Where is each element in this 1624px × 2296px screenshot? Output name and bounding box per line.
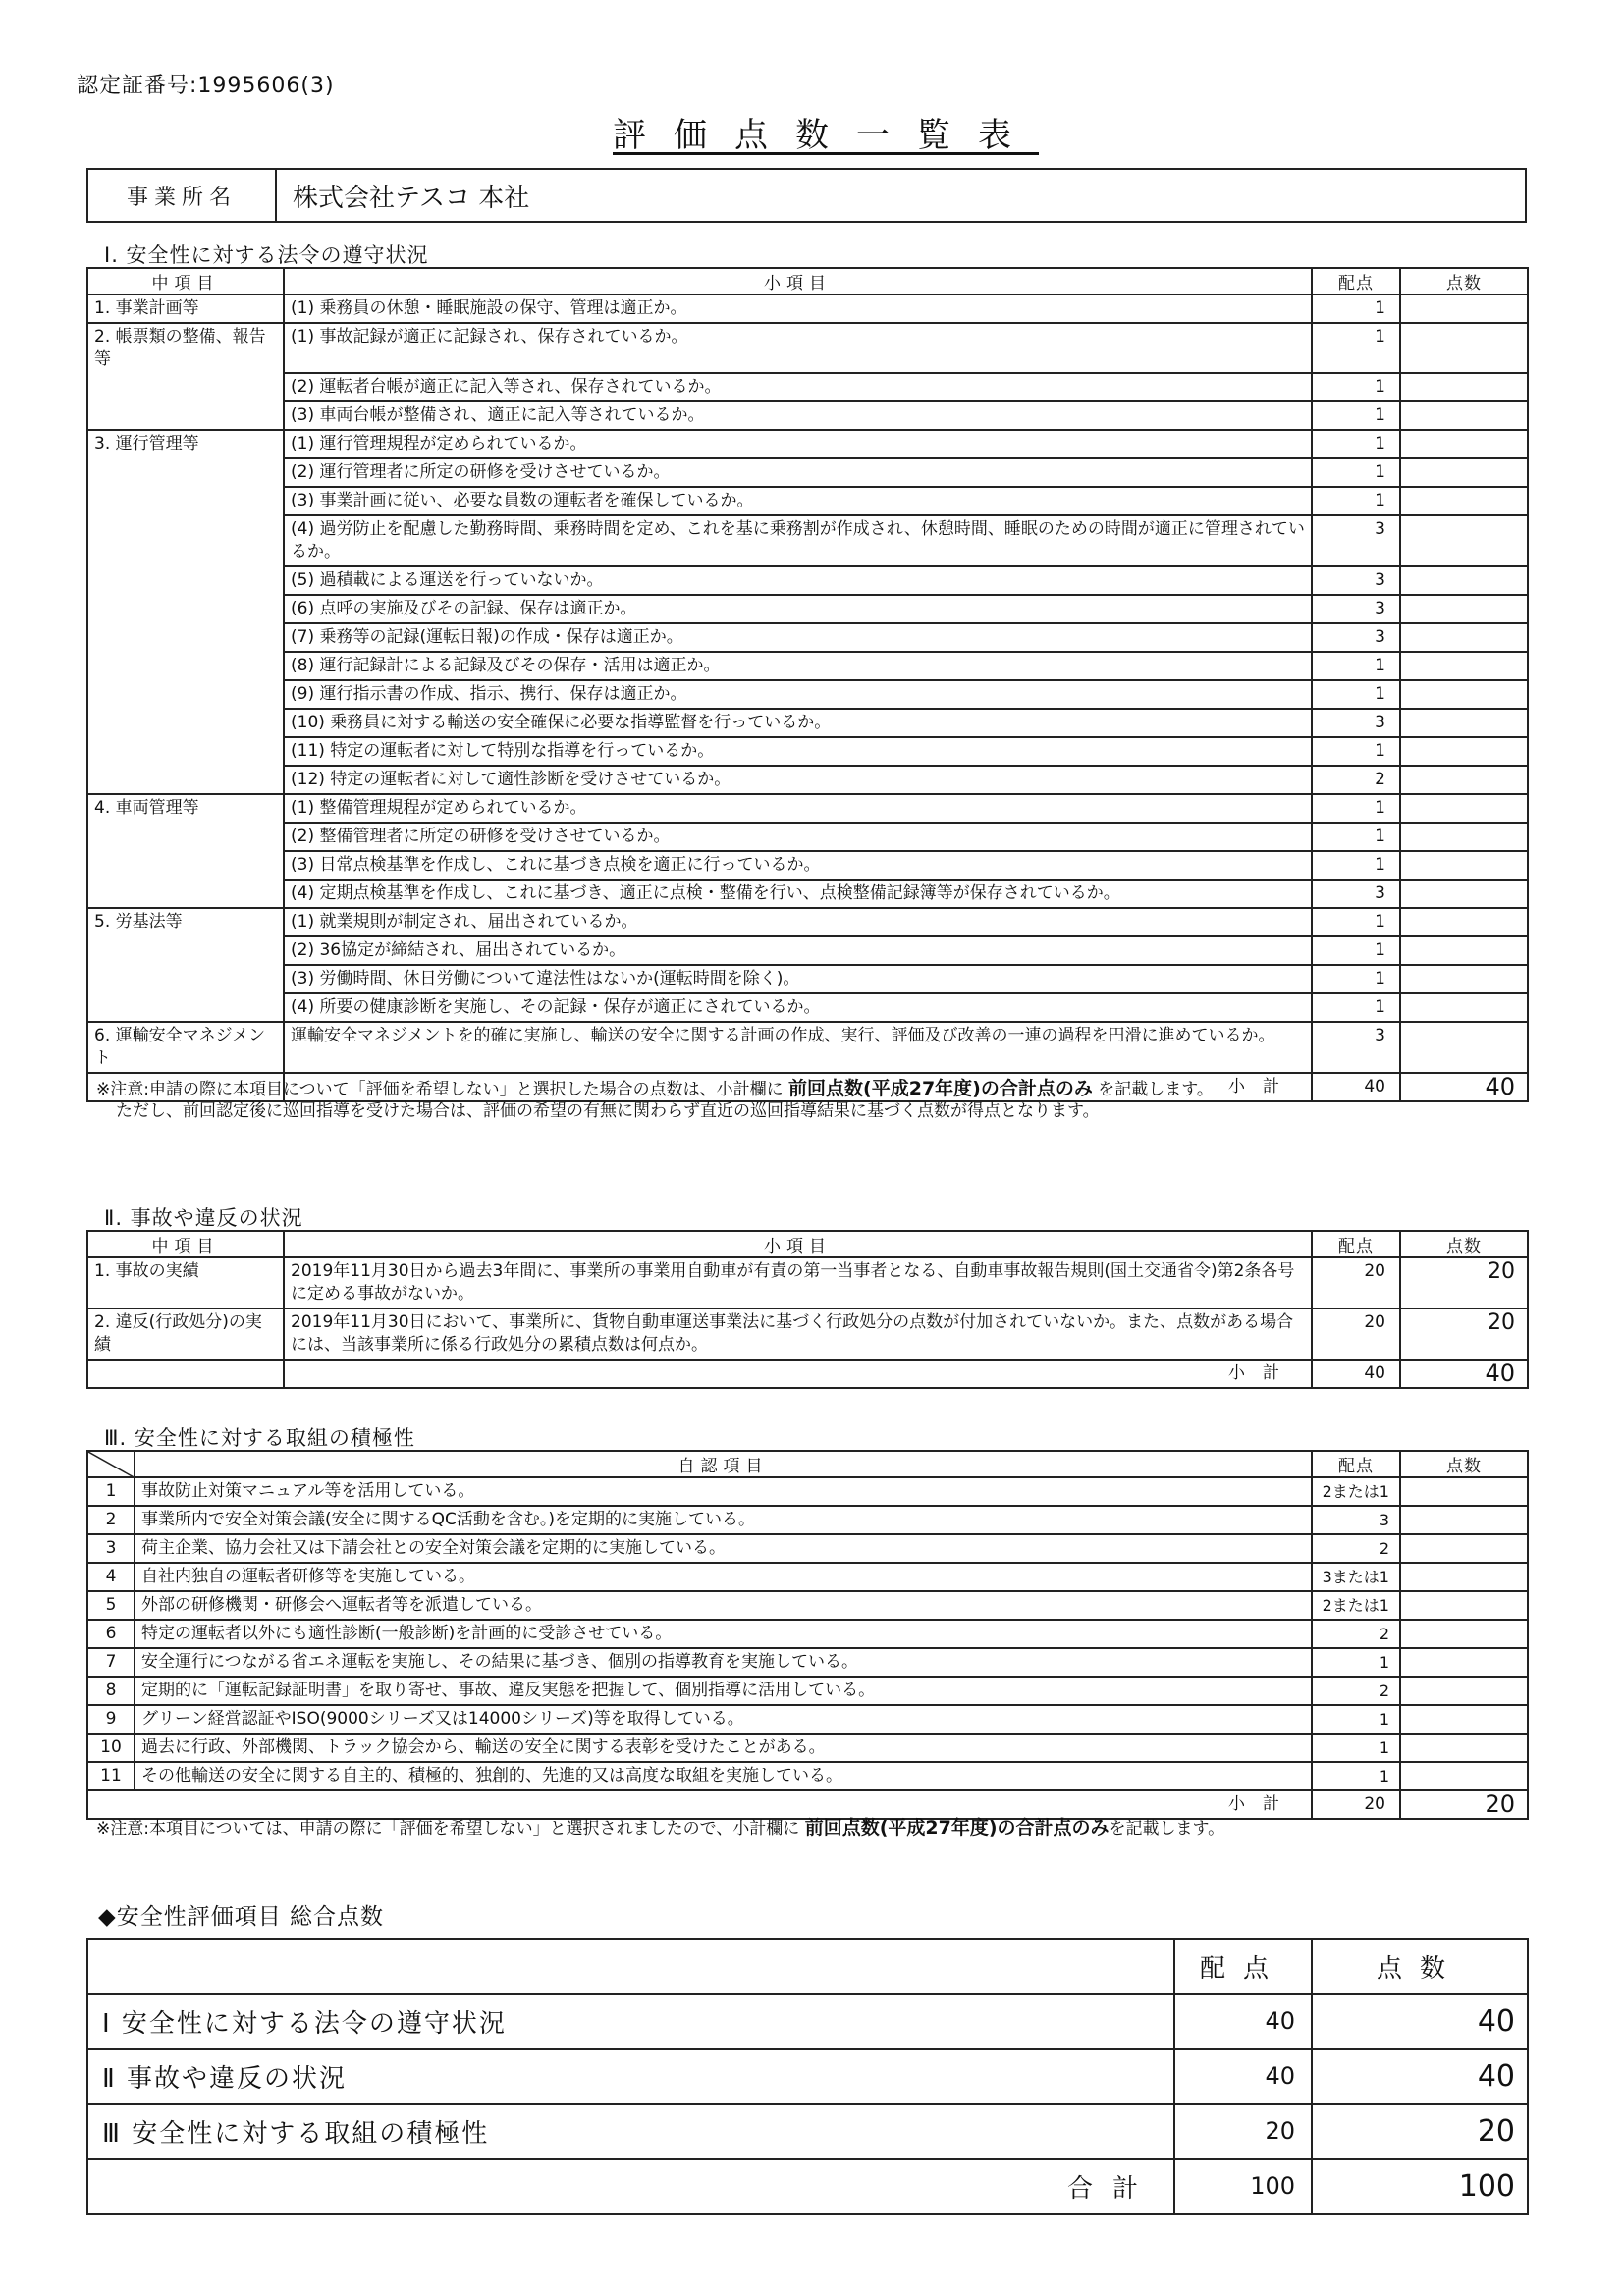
points-cell: 3 [1312,880,1400,908]
section-1-note [96,1077,1549,1101]
table-row [87,766,1528,794]
subtotal-label: 小計 [284,1360,1312,1388]
score-cell [1400,993,1528,1022]
category-cell: 1. 事業計画等 [87,294,284,323]
total-row-label: Ⅰ 安全性に対する法令の遵守状況 [87,1994,1174,2049]
score-cell [1400,458,1528,487]
points-cell: 1 [1312,1705,1400,1734]
table-row [87,1308,1528,1360]
points-cell: 1 [1312,993,1400,1022]
category-cell: 3. 運行管理等 [87,430,284,458]
subtotal-score: 40 [1400,1073,1528,1101]
col-header-score: 点数 [1400,1451,1528,1477]
subtotal-row [87,1360,1528,1388]
table-row [87,1257,1528,1308]
item-cell: 外部の研修機関・研修会へ運転者等を派遣している。 [135,1591,1312,1620]
item-cell: (3) 事業計画に従い、必要な員数の運転者を確保しているか。 [284,487,1312,515]
item-cell: (4) 過労防止を配慮した勤務時間、乗務時間を定め、これを基に乗務割が作成され、休憩時間、睡眠のための時間が適正に管理されているか。 [284,515,1312,566]
score-cell [1400,1705,1528,1734]
score-cell [1400,680,1528,709]
table-row [87,458,1528,487]
item-cell: (1) 整備管理規程が定められているか。 [284,794,1312,823]
row-number: 3 [87,1534,135,1563]
points-cell: 1 [1312,487,1400,515]
table-row [87,680,1528,709]
row-number: 11 [87,1762,135,1790]
score-cell [1400,908,1528,936]
diagonal-header-cell [87,1451,135,1477]
office-name-label: 事業所名 [87,169,276,222]
item-cell: 事故防止対策マニュアル等を活用している。 [135,1477,1312,1506]
row-number: 7 [87,1648,135,1677]
item-cell: その他輸送の安全に関する自主的、積極的、独創的、先進的又は高度な取組を実施している。 [135,1762,1312,1790]
note-1-text-c: を記載します。 [1092,1080,1214,1099]
page-title-wrap [0,108,1624,156]
row-number: 10 [87,1734,135,1762]
table-row [87,880,1528,908]
table-row [87,1534,1528,1563]
total-col-score: 点数 [1312,1939,1528,1994]
total-table [86,1938,1529,2215]
table-row [87,851,1528,880]
score-cell [1400,323,1528,373]
score-cell [1400,623,1528,652]
section-1-heading: Ⅰ. 安全性に対する法令の遵守状況 [104,243,429,267]
item-cell: (3) 労働時間、休日労働について違法性はないか(運転時間を除く)。 [284,965,1312,993]
total-col-points: 配点 [1174,1939,1312,1994]
item-cell: (10) 乗務員に対する輸送の安全確保に必要な指導監督を行っているか。 [284,709,1312,737]
category-cell [87,766,284,794]
points-cell: 2 [1312,1534,1400,1563]
points-cell: 1 [1312,936,1400,965]
score-cell [1400,1563,1528,1591]
table-row [87,1734,1528,1762]
score-cell [1400,515,1528,566]
col-header-small: 小項目 [284,268,1312,294]
points-cell: 2 [1312,1677,1400,1705]
points-cell: 1 [1312,1734,1400,1762]
table-row [87,1506,1528,1534]
subtotal-blank [87,1360,284,1388]
table-row [87,908,1528,936]
item-cell: 荷主企業、協力会社又は下請会社との安全対策会議を定期的に実施している。 [135,1534,1312,1563]
category-cell [87,595,284,623]
item-cell: (6) 点呼の実施及びその記録、保存は適正か。 [284,595,1312,623]
grand-total-row [87,2159,1528,2214]
score-cell [1400,373,1528,401]
points-cell: 1 [1312,794,1400,823]
score-cell [1400,401,1528,430]
section-3-heading: Ⅲ. 安全性に対する取組の積極性 [104,1426,415,1450]
table-row [87,1762,1528,1790]
points-cell: 1 [1312,680,1400,709]
item-cell: 自社内独自の運転者研修等を実施している。 [135,1563,1312,1591]
score-cell: 20 [1400,1257,1528,1308]
points-cell: 1 [1312,652,1400,680]
section-1-note-2: ただし、前回認定後に巡回指導を受けた場合は、評価の希望の有無に関わらず直近の巡回指導結果に基づく点数が得点となります。 [116,1101,1100,1121]
score-cell [1400,566,1528,595]
subtotal-points: 20 [1312,1790,1400,1819]
item-cell: (1) 運行管理規程が定められているか。 [284,430,1312,458]
total-row-label: Ⅱ 事故や違反の状況 [87,2049,1174,2104]
table-row [87,1563,1528,1591]
item-cell: (11) 特定の運転者に対して特別な指導を行っているか。 [284,737,1312,766]
points-cell: 1 [1312,458,1400,487]
table-row [87,401,1528,430]
points-cell: 1 [1312,908,1400,936]
category-cell [87,851,284,880]
points-cell: 3 [1312,566,1400,595]
diagonal-line-icon [88,1452,135,1477]
subtotal-blank [87,1790,135,1819]
col-header-small: 小項目 [284,1231,1312,1257]
score-cell [1400,1591,1528,1620]
subtotal-row [87,1790,1528,1819]
total-row-score: 40 [1312,1994,1528,2049]
item-cell: (4) 定期点検基準を作成し、これに基づき、適正に点検・整備を行い、点検整備記録簿等が保存されているか。 [284,880,1312,908]
col-header-self-check: 自認項目 [135,1451,1312,1477]
category-cell [87,737,284,766]
score-cell [1400,851,1528,880]
item-cell: 運輸安全マネジメントを的確に実施し、輸送の安全に関する計画の作成、実行、評価及び改善の一連の過程を円滑に進めているか。 [284,1022,1312,1073]
certificate-number: 認定証番号:1995606(3) [77,74,335,98]
note-1-text-bold: 前回点数(平成27年度)の合計点のみ [788,1078,1093,1099]
col-header-score: 点数 [1400,1231,1528,1257]
table-row [87,430,1528,458]
score-cell [1400,1534,1528,1563]
grand-total-label: 合計 [87,2159,1174,2214]
subtotal-label: 小計 [135,1790,1312,1819]
row-number: 8 [87,1677,135,1705]
item-cell: (1) 就業規則が制定され、届出されているか。 [284,908,1312,936]
score-cell [1400,823,1528,851]
item-cell: (9) 運行指示書の作成、指示、携行、保存は適正か。 [284,680,1312,709]
item-cell: 安全運行につながる省エネ運転を実施し、その結果に基づき、個別の指導教育を実施している。 [135,1648,1312,1677]
col-header-mid: 中項目 [87,268,284,294]
table-row [87,993,1528,1022]
table-row [87,294,1528,323]
points-cell: 1 [1312,823,1400,851]
row-number: 4 [87,1563,135,1591]
item-cell: (2) 整備管理者に所定の研修を受けさせているか。 [284,823,1312,851]
row-number: 5 [87,1591,135,1620]
item-cell: (2) 運転者台帳が適正に記入等され、保存されているか。 [284,373,1312,401]
category-cell: 1. 事故の実績 [87,1257,284,1308]
office-name-value: 株式会社テスコ 本社 [276,169,1526,222]
note-3-text-bold: 前回点数(平成27年度)の合計点のみ [804,1817,1110,1839]
points-cell: 3 [1312,1506,1400,1534]
item-cell: グリーン経営認証やISO(9000シリーズ又は14000シリーズ)等を取得している。 [135,1705,1312,1734]
table-row [87,823,1528,851]
points-cell: 1 [1312,851,1400,880]
grand-total-points: 100 [1174,2159,1312,2214]
category-cell [87,680,284,709]
category-cell: 2. 違反(行政処分)の実績 [87,1308,284,1360]
category-cell [87,965,284,993]
col-header-points: 配点 [1312,1231,1400,1257]
item-cell: (7) 乗務等の記録(運転日報)の作成・保存は適正か。 [284,623,1312,652]
section-3-table [86,1450,1529,1820]
points-cell: 1 [1312,323,1400,373]
section-2-table [86,1230,1529,1389]
page-title: 評価点数一覧表 [613,116,1039,155]
col-header-mid: 中項目 [87,1231,284,1257]
subtotal-points: 40 [1312,1073,1400,1101]
row-number: 6 [87,1620,135,1648]
office-name-table [86,168,1527,223]
score-cell [1400,1762,1528,1790]
grand-total-score: 100 [1312,2159,1528,2214]
item-cell: (3) 車両台帳が整備され、適正に記入等されているか。 [284,401,1312,430]
item-cell: (1) 事故記録が適正に記録され、保存されているか。 [284,323,1312,373]
table-row [87,1591,1528,1620]
category-cell [87,515,284,566]
item-cell: (12) 特定の運転者に対して適性診断を受けさせているか。 [284,766,1312,794]
table-row [87,515,1528,566]
category-cell [87,566,284,595]
category-cell: 5. 労基法等 [87,908,284,936]
score-cell [1400,794,1528,823]
score-cell [1400,294,1528,323]
score-cell [1400,737,1528,766]
score-cell [1400,965,1528,993]
points-cell: 1 [1312,401,1400,430]
table-row [87,1648,1528,1677]
category-cell [87,880,284,908]
item-cell: (8) 運行記録計による記録及びその保存・活用は適正か。 [284,652,1312,680]
total-heading: ◆安全性評価項目 総合点数 [98,1904,384,1930]
score-cell: 20 [1400,1308,1528,1360]
note-3-text-c: を記載します。 [1109,1819,1225,1839]
score-cell [1400,1506,1528,1534]
total-row-points: 40 [1174,2049,1312,2104]
table-row [87,323,1528,373]
col-header-points: 配点 [1312,268,1400,294]
subtotal-label: 小計 [284,1073,1312,1101]
score-cell [1400,430,1528,458]
category-cell [87,373,284,401]
category-cell [87,458,284,487]
subtotal-score: 20 [1400,1790,1528,1819]
points-cell: 20 [1312,1257,1400,1308]
score-cell [1400,1677,1528,1705]
points-cell: 2または1 [1312,1591,1400,1620]
score-cell [1400,595,1528,623]
points-cell: 2 [1312,1620,1400,1648]
category-cell [87,401,284,430]
item-cell: 2019年11月30日から過去3年間に、事業所の事業用自動車が有責の第一当事者となる、自動車事故報告規則(国土交通省令)第2条各号に定める事故がないか。 [284,1257,1312,1308]
item-cell: 特定の運転者以外にも適性診断(一般診断)を計画的に受診させている。 [135,1620,1312,1648]
subtotal-score: 40 [1400,1360,1528,1388]
item-cell: 定期的に「運転記録証明書」を取り寄せ、事故、違反実態を把握して、個別指導に活用している。 [135,1677,1312,1705]
points-cell: 1 [1312,373,1400,401]
row-number: 1 [87,1477,135,1506]
points-cell: 2 [1312,766,1400,794]
subtotal-points: 40 [1312,1360,1400,1388]
row-number: 2 [87,1506,135,1534]
table-row [87,709,1528,737]
note-1-text-a: ※注意:申請の際に本項目について「評価を希望しない」と選択した場合の点数は、小計欄に [96,1080,789,1099]
points-cell: 3 [1312,709,1400,737]
total-row [87,2049,1528,2104]
table-row [87,373,1528,401]
category-cell [87,652,284,680]
points-cell: 20 [1312,1308,1400,1360]
total-row-label: Ⅲ 安全性に対する取組の積極性 [87,2104,1174,2159]
total-row [87,2104,1528,2159]
total-row [87,1994,1528,2049]
total-row-points: 40 [1174,1994,1312,2049]
score-cell [1400,1734,1528,1762]
category-cell: 4. 車両管理等 [87,794,284,823]
item-cell: 事業所内で安全対策会議(安全に関するQC活動を含む。)を定期的に実施している。 [135,1506,1312,1534]
total-row-score: 20 [1312,2104,1528,2159]
points-cell: 3 [1312,623,1400,652]
item-cell: 過去に行政、外部機関、トラック協会から、輸送の安全に関する表彰を受けたことがある。 [135,1734,1312,1762]
total-row-score: 40 [1312,2049,1528,2104]
points-cell: 1 [1312,294,1400,323]
item-cell: (5) 過積載による運送を行っていないか。 [284,566,1312,595]
table-row [87,487,1528,515]
points-cell: 3 [1312,1022,1400,1073]
points-cell: 1 [1312,1648,1400,1677]
score-cell [1400,936,1528,965]
category-cell [87,623,284,652]
table-row [87,1022,1528,1073]
category-cell: 2. 帳票類の整備、報告等 [87,323,284,373]
score-cell [1400,652,1528,680]
score-cell [1400,487,1528,515]
points-cell: 1 [1312,430,1400,458]
table-row [87,965,1528,993]
table-row [87,1705,1528,1734]
category-cell [87,993,284,1022]
category-cell: 6. 運輸安全マネジメント [87,1022,284,1073]
item-cell: (2) 運行管理者に所定の研修を受けさせているか。 [284,458,1312,487]
item-cell: (3) 日常点検基準を作成し、これに基づき点検を適正に行っているか。 [284,851,1312,880]
score-cell [1400,1022,1528,1073]
table-row [87,1620,1528,1648]
points-cell: 1 [1312,965,1400,993]
table-row [87,1677,1528,1705]
table-row [87,595,1528,623]
col-header-score: 点数 [1400,268,1528,294]
points-cell: 3 [1312,595,1400,623]
category-cell [87,823,284,851]
score-cell [1400,709,1528,737]
table-row [87,566,1528,595]
item-cell: (4) 所要の健康診断を実施し、その記録・保存が適正にされているか。 [284,993,1312,1022]
table-row [87,794,1528,823]
score-cell [1400,880,1528,908]
table-row [87,737,1528,766]
points-cell: 2または1 [1312,1477,1400,1506]
score-cell [1400,1477,1528,1506]
table-row [87,936,1528,965]
row-number: 9 [87,1705,135,1734]
note-3-text-a: ※注意:本項目については、申請の際に「評価を希望しない」と選択されましたので、小計欄に [96,1819,805,1839]
table-row [87,652,1528,680]
category-cell [87,936,284,965]
score-cell [1400,1648,1528,1677]
points-cell: 3または1 [1312,1563,1400,1591]
points-cell: 1 [1312,1762,1400,1790]
points-cell: 3 [1312,515,1400,566]
table-row [87,623,1528,652]
points-cell: 1 [1312,737,1400,766]
col-header-points: 配点 [1312,1451,1400,1477]
item-cell: (1) 乗務員の休憩・睡眠施設の保守、管理は適正か。 [284,294,1312,323]
total-row-points: 20 [1174,2104,1312,2159]
section-3-note [96,1816,1549,1841]
item-cell: 2019年11月30日において、事業所に、貨物自動車運送事業法に基づく行政処分の点数が付加されていないか。また、点数がある場合には、当該事業所に係る行政処分の累積点数は何点か。 [284,1308,1312,1360]
score-cell [1400,1620,1528,1648]
section-1-table [86,267,1529,1102]
table-row [87,1477,1528,1506]
section-2-heading: Ⅱ. 事故や違反の状況 [104,1206,303,1230]
total-header-blank [87,1939,1174,1994]
category-cell [87,487,284,515]
score-cell [1400,766,1528,794]
item-cell: (2) 36協定が締結され、届出されているか。 [284,936,1312,965]
category-cell [87,709,284,737]
